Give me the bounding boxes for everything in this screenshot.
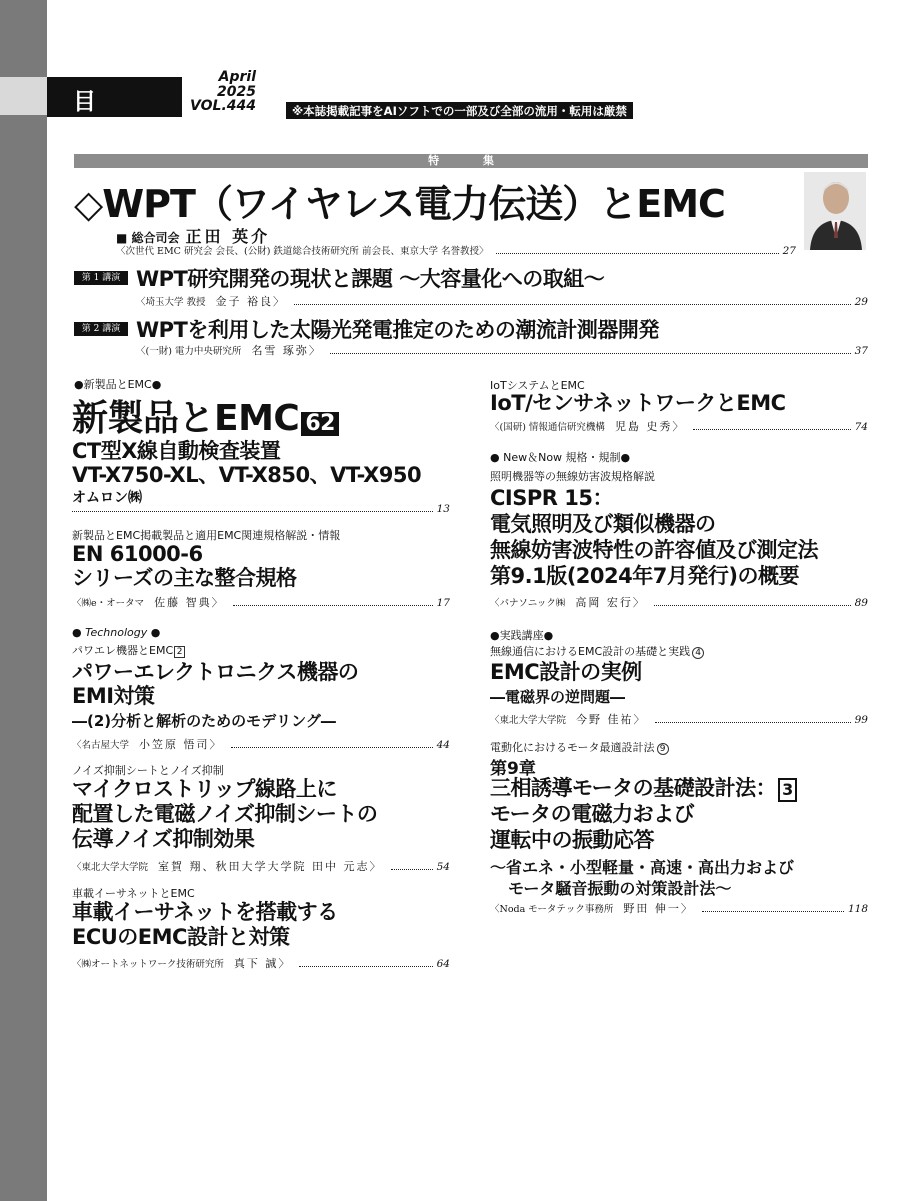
- feature-band: 特 集: [74, 154, 868, 168]
- page-number: 44: [436, 739, 450, 751]
- page-number: 64: [436, 958, 450, 970]
- page-number: 29: [854, 296, 868, 308]
- article-title[interactable]: 三相誘導モータの基礎設計法： 3: [490, 776, 797, 802]
- moderator-photo: [804, 172, 866, 250]
- series-label: 照明機器等の無線妨害波規格解説: [490, 470, 655, 483]
- company-name: オムロン㈱: [72, 490, 142, 506]
- copyright-notice: ※本誌掲載記事をAIソフトでの一部及び全部の流用・転用は厳禁: [286, 102, 633, 119]
- article-title[interactable]: マイクロストリップ線路上に: [72, 777, 337, 801]
- lecture-affiliation-1: 〈埼玉大学 教授 金子 裕良〉 29: [136, 295, 868, 308]
- part-number: 3: [778, 778, 797, 802]
- category-label: ノイズ抑制シートとノイズ抑制: [72, 764, 224, 777]
- article-subtitle: ―(2)分析と解析のためのモデリング―: [72, 712, 336, 730]
- article-affiliation: 〈㈱オートネットワーク技術研究所 真下 誠〉 64: [72, 957, 450, 970]
- article-affiliation: 〈(国研) 情報通信研究機構 児島 史秀〉 74: [490, 420, 868, 433]
- chapter-label: 第9章: [490, 759, 536, 779]
- lecture-tag-1: 第 1 講演: [74, 271, 128, 285]
- category-label: ●実践講座●: [490, 629, 554, 642]
- page-number: 13: [436, 503, 450, 515]
- page-number: 89: [854, 597, 868, 609]
- article-title[interactable]: EN 61000-6: [72, 542, 203, 566]
- issue-year: 2025: [217, 83, 256, 100]
- page-number: 17: [436, 597, 450, 609]
- lecture-title-1[interactable]: WPT研究開発の現状と課題 ～大容量化への取組～: [136, 267, 605, 291]
- category-label: ●新製品とEMC●: [74, 378, 162, 391]
- feature-title[interactable]: ◇WPT（ワイヤレス電力伝送）とEMC: [74, 182, 725, 226]
- sidebar-strip: [0, 0, 47, 1201]
- toc-label: 目 次: [47, 77, 182, 117]
- article-affiliation: 〈㈱e・オータマ 佐藤 智典〉 17: [72, 596, 450, 609]
- article-title-line-2: ECUのEMC設計と対策: [72, 925, 290, 949]
- page-number: 54: [436, 861, 450, 873]
- series-label: パワエレ機器とEMC 2: [72, 642, 185, 658]
- article-title-line-2: 電気照明及び類似機器の: [490, 512, 716, 536]
- article-title-line-3: 運転中の振動応答: [490, 828, 654, 852]
- series-label: 無線通信におけるEMC設計の基礎と実践 4: [490, 643, 704, 659]
- moderator-affiliation: 〈次世代 EMC 研究会 会長、(公財) 鉄道総合技術研究所 前会長、東京大学 名誉教授〉 27: [116, 245, 796, 257]
- series-number: 62: [301, 412, 339, 436]
- article-title[interactable]: IoT/センサネットワークとEMC: [490, 391, 786, 415]
- page-number: 37: [854, 345, 868, 357]
- sidebar-tab: [0, 77, 47, 115]
- category-label: 新製品とEMC掲載製品と適用EMC関連規格解説・情報: [72, 529, 341, 542]
- article-line: VT-X750-XL、VT-X850、VT-X950: [72, 463, 422, 487]
- page-number: 27: [782, 245, 796, 257]
- moderator-role: ■ 総合司会: [116, 231, 180, 245]
- article-title[interactable]: パワーエレクトロニクス機器の: [72, 660, 359, 684]
- article-title-line-2: モータの電磁力および: [490, 802, 695, 826]
- article-title[interactable]: CISPR 15：: [490, 486, 613, 510]
- lecture-affiliation-2: 〈(一財) 電力中央研究所 名雪 琢弥〉 37: [136, 344, 868, 357]
- article-title-line-3: 伝導ノイズ抑制効果: [72, 827, 255, 851]
- issue-month: April: [218, 69, 256, 85]
- article-page-line: [72, 503, 450, 515]
- article-title-line-2: EMI対策: [72, 684, 155, 708]
- article-title[interactable]: 新製品とEMC 62: [72, 390, 339, 441]
- article-subtitle-line-2: モータ騒音振動の対策設計法～: [508, 879, 732, 898]
- category-label: ● Technology ●: [72, 626, 161, 639]
- category-label: 電動化におけるモータ最適設計法 9: [490, 739, 669, 755]
- lecture-title-2[interactable]: WPTを利用した太陽光発電推定のための潮流計測器開発: [136, 318, 659, 342]
- category-label: ● New＆Now 規格・規制●: [490, 451, 631, 464]
- article-affiliation: 〈東北大学大学院 今野 佳祐〉 99: [490, 713, 868, 726]
- article-title[interactable]: EMC設計の実例: [490, 660, 642, 684]
- page-number: 99: [854, 714, 868, 726]
- moderator-name: 正田 英介: [185, 227, 271, 246]
- page-number: 118: [847, 903, 868, 915]
- article-line: CT型X線自動検査装置: [72, 439, 281, 463]
- page-number: 74: [854, 421, 868, 433]
- article-affiliation: 〈パナソニック㈱ 高岡 宏行〉 89: [490, 596, 868, 609]
- article-title-line-3: 無線妨害波特性の許容値及び測定法: [490, 538, 818, 562]
- article-title-line-4: 第9.1版(2024年7月発行)の概要: [490, 564, 799, 588]
- article-affiliation: 〈Noda モータテック事務所 野田 伸一〉 118: [490, 902, 868, 915]
- article-affiliation: 〈名古屋大学 小笠原 悟司〉 44: [72, 738, 450, 751]
- category-label: IoTシステムとEMC: [490, 379, 585, 392]
- category-label: 車載イーサネットとEMC: [72, 887, 195, 900]
- issue-volume: VOL.444: [190, 98, 256, 114]
- article-subtitle: ～省エネ・小型軽量・高速・高出力および: [490, 858, 795, 877]
- lecture-tag-2: 第 2 講演: [74, 322, 128, 336]
- article-subtitle: ―電磁界の逆問題―: [490, 688, 626, 706]
- issue-info: [190, 69, 256, 114]
- article-title[interactable]: 車載イーサネットを搭載する: [72, 900, 338, 924]
- article-title-line-2: 配置した電磁ノイズ抑制シートの: [72, 802, 378, 826]
- article-affiliation: 〈東北大学大学院 室賀 翔、秋田大学大学院 田中 元志〉 54: [72, 860, 450, 873]
- article-title-line-2: シリーズの主な整合規格: [72, 566, 297, 590]
